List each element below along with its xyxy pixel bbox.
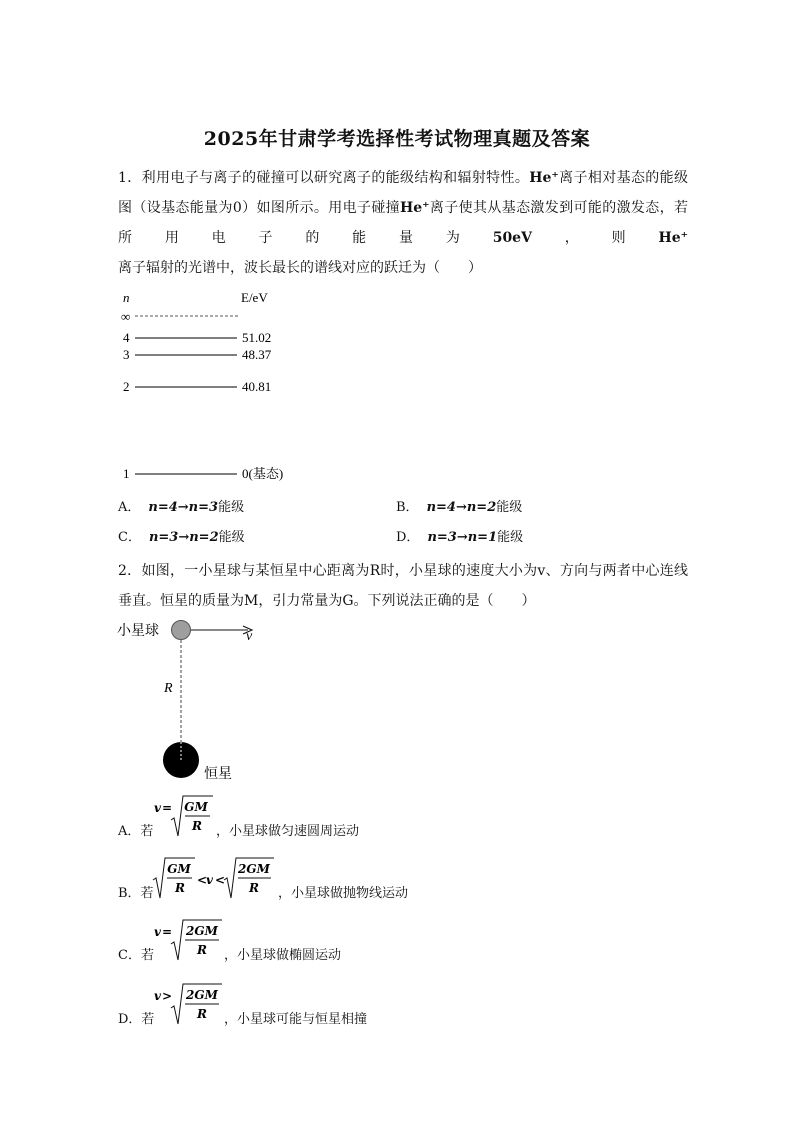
option-text: ，小星球可能与恒星相撞	[224, 1012, 368, 1027]
q1-stem-part4: ，则	[531, 230, 659, 246]
small-star-label: 小星球	[117, 622, 159, 638]
option-label: D．	[396, 530, 420, 545]
q1-option-d[interactable]	[396, 528, 523, 548]
level-3-n: 3	[123, 347, 130, 362]
option-expr: n=3→n=2	[148, 530, 219, 545]
var-v: v	[206, 873, 213, 887]
var-v: v	[154, 925, 161, 939]
option-label: A．	[118, 500, 141, 515]
var-v: v	[154, 801, 161, 815]
level-4-n: 4	[123, 330, 130, 345]
fraction-numerator: 2GM	[186, 988, 218, 1002]
n-axis-label: n	[123, 290, 130, 305]
q1-option-c[interactable]	[118, 528, 245, 548]
fraction-numerator-right: 2GM	[238, 862, 270, 876]
var-v: v	[154, 989, 161, 1003]
q1-option-b[interactable]	[396, 498, 522, 518]
option-label: C．	[118, 530, 141, 545]
q1-ion-2: He⁺	[400, 200, 430, 216]
q1-stem	[118, 163, 688, 283]
option-suffix: 能级	[218, 530, 245, 545]
page-title: 2025年甘肃学考选择性考试物理真题及答案	[203, 128, 591, 150]
option-label: B．	[396, 500, 419, 515]
option-label: D．若	[118, 1012, 155, 1027]
option-expr: n=3→n=1	[427, 530, 498, 545]
rel-sign-left: <	[197, 873, 208, 887]
rel-sign: =	[162, 801, 173, 815]
small-star-circle	[172, 621, 191, 640]
infinity-label: ∞	[121, 309, 131, 324]
fraction-numerator-left: GM	[167, 862, 191, 876]
fraction-denominator: R	[197, 943, 207, 957]
option-text: ，小星球做椭圆运动	[224, 948, 342, 963]
q1-ion-1: He⁺	[529, 170, 559, 186]
level-1-energy: 0(基态)	[242, 466, 284, 481]
fraction-denominator: R	[192, 819, 202, 833]
q1-stem-part1: 1．利用电子与离子的碰撞可以研究离子的能级结构和辐射特性。	[118, 170, 530, 186]
rel-sign-right: <	[215, 873, 226, 887]
fraction-denominator-right: R	[249, 881, 259, 895]
option-label: C．若	[118, 948, 154, 963]
q2-stem: 2．如图，一小星球与某恒星中心距离为R时，小星球的速度大小为v、方向与两者中心连线垂直。恒星的质量为M，引力常量为G。下列说法正确的是（ ）	[118, 563, 688, 609]
q1-stem-part2: 离子相对基态的能级图（设基态能量为0）如图所示。用电子碰撞	[118, 170, 689, 216]
q1-ion-3: He⁺	[658, 230, 689, 246]
q1-option-a[interactable]	[118, 498, 244, 518]
star-label: 恒星	[204, 765, 232, 781]
option-text: ，小星球做匀速圆周运动	[216, 824, 360, 839]
level-4-energy: 51.02	[242, 330, 272, 345]
option-expr: n=4→n=2	[426, 500, 497, 515]
q2-option-d[interactable]	[118, 980, 438, 1030]
level-1-n: 1	[123, 466, 130, 481]
q1-energy: 50eV	[492, 230, 532, 246]
level-3-energy: 48.37	[242, 347, 272, 362]
q2-option-a[interactable]	[118, 792, 438, 842]
q1-stem-part5: 离子辐射的光谱中，波长最长的谱线对应的跃迁为（ ）	[118, 260, 482, 276]
option-suffix: 能级	[218, 500, 245, 515]
option-label: A．若	[118, 824, 154, 839]
sqrt-expression	[152, 980, 224, 1028]
q2-option-b[interactable]	[118, 854, 478, 904]
rel-sign: >	[162, 989, 173, 1003]
energy-level-diagram	[115, 285, 315, 490]
sqrt-expression	[152, 792, 214, 840]
orbit-figure	[115, 612, 295, 787]
energy-axis-label: E/eV	[241, 290, 268, 305]
fraction-numerator: GM	[184, 800, 208, 814]
option-expr: n=4→n=3	[148, 500, 219, 515]
fraction-numerator: 2GM	[186, 924, 218, 938]
option-label: B．若	[118, 886, 154, 901]
velocity-label: v	[246, 629, 253, 644]
sqrt-expression	[152, 916, 224, 964]
q2-option-c[interactable]	[118, 916, 438, 966]
fraction-denominator-left: R	[175, 881, 185, 895]
sqrt-inequality	[152, 854, 276, 902]
option-suffix: 能级	[496, 500, 523, 515]
option-suffix: 能级	[497, 530, 524, 545]
level-2-n: 2	[123, 379, 130, 394]
q1-stem-part3: 离子使其从基态激发到可能的激发态，若所用电子的能量为	[118, 200, 689, 246]
level-2-energy: 40.81	[242, 379, 272, 394]
distance-label: R	[164, 681, 173, 696]
option-text: ，小星球做抛物线运动	[278, 886, 409, 901]
fraction-denominator: R	[197, 1007, 207, 1021]
rel-sign: =	[162, 925, 173, 939]
